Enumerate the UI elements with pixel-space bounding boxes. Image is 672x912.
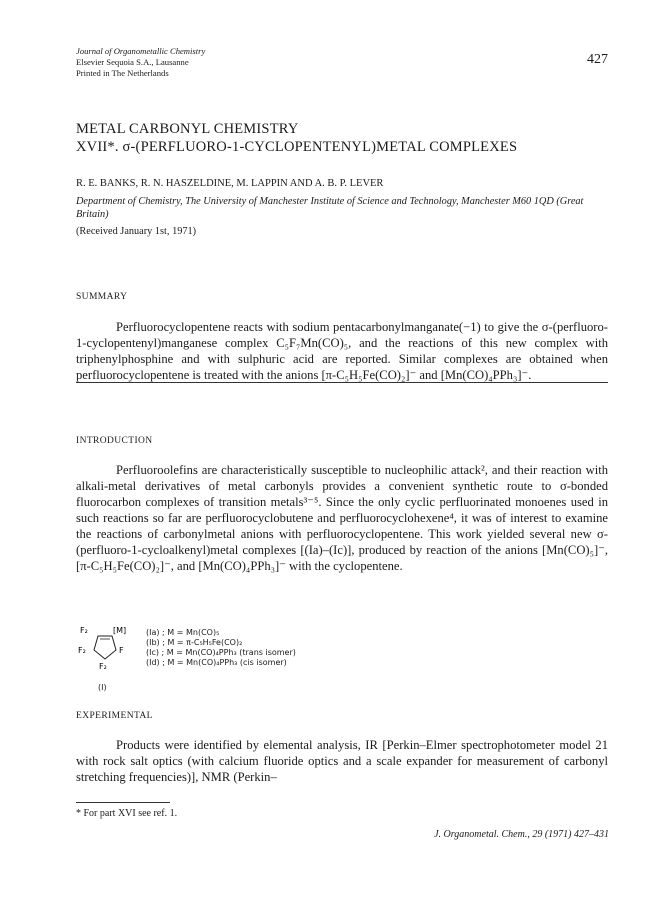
summary-text: Perfluorocyclopentene reacts with sodium pentacarbonylmanganate(−1) to give the σ-(perfluoro-1-cyclopentenyl)manganese complex C₅F₇Mn(CO)₅, and the reactions of this new complex with triphenylphosphine and with sulphuric acid are reported. Similar complexes are obtained when perfluorocyclopentene is treated with the anions [π-C₅H₅Fe(CO)₂]⁻ and [Mn(CO)₄PPh₃]⁻. bbox=[76, 320, 608, 382]
compound-list bbox=[146, 628, 296, 668]
publisher: Elsevier Sequoia S.A., Lausanne bbox=[76, 57, 189, 67]
title-line-1: METAL CARBONYL CHEMISTRY bbox=[76, 121, 299, 137]
compound-ia: (Ia) ; M = Mn(CO)₅ bbox=[146, 628, 220, 637]
title-line-2: XVII*. σ-(PERFLUORO-1-CYCLOPENTENYL)METAL COMPLEXES bbox=[76, 139, 518, 155]
introduction-text: Perfluoroolefins are characteristically susceptible to nucleophilic attack², and their reaction with alkali-metal derivatives of metal carbonyls provides a convenient synthetic route to σ-bonded fluorocarbon complexes of transition metals³⁻⁵. Since the only cyclic perfluorinated monoenes used in such reactions so far are perfluorocyclobutene and perfluorocyclohexene⁴, it was of interest to examine the reactions of carbonylmetal anions with perfluorocyclopentene. This work yielded several new σ-(perfluoro-1-cycloalkenyl)metal complexes [(Ia)–(Ic)], produced by reaction of the anions [Mn(CO)₅]⁻, [π-C₅H₅Fe(CO)₂]⁻, and [Mn(CO)₄PPh₃]⁻ with the cyclopentene. bbox=[76, 463, 608, 573]
footnote-rule bbox=[76, 802, 170, 803]
compound-id: (Id) ; M = Mn(CO)₄PPh₃ (cis isomer) bbox=[146, 658, 287, 667]
journal-citation: J. Organometal. Chem., 29 (1971) 427–431 bbox=[434, 829, 609, 840]
footnote: * For part XVI see ref. 1. bbox=[76, 808, 178, 819]
cyclopentene-structure bbox=[78, 622, 136, 670]
label-f2-bottom: F₂ bbox=[99, 662, 107, 670]
printed-in: Printed in The Netherlands bbox=[76, 68, 169, 78]
label-f2-left: F₂ bbox=[78, 646, 86, 655]
authors: R. E. BANKS, R. N. HASZELDINE, M. LAPPIN AND A. B. P. LEVER bbox=[76, 178, 384, 189]
compound-ic: (Ic) ; M = Mn(CO)₄PPh₃ (trans isomer) bbox=[146, 648, 296, 657]
label-f2-top: F₂ bbox=[80, 626, 88, 635]
summary-heading: SUMMARY bbox=[76, 292, 128, 302]
section-divider bbox=[76, 382, 608, 383]
compound-ib: (Ib) ; M = π-C₅H₅Fe(CO)₂ bbox=[146, 638, 243, 647]
article-title bbox=[76, 120, 517, 156]
affiliation: Department of Chemistry, The University of Manchester Institute of Science and Technology, Manchester M60 1QD (Great Britain) bbox=[76, 196, 584, 220]
experimental-heading: EXPERIMENTAL bbox=[76, 711, 153, 721]
journal-header bbox=[76, 46, 205, 79]
journal-name: Journal of Organometallic Chemistry bbox=[76, 46, 206, 56]
page-number: 427 bbox=[587, 52, 608, 67]
experimental-text: Products were identified by elemental analysis, IR [Perkin–Elmer spectrophotometer model 21 with rock salt optics (with calcium fluoride optics and a scale expander for measurement of carbonyl stretching frequencies)], NMR (Perkin– bbox=[76, 738, 608, 784]
structure-label: (I) bbox=[98, 683, 107, 692]
ring bbox=[94, 636, 116, 659]
label-f: F bbox=[119, 646, 124, 655]
received-date: (Received January 1st, 1971) bbox=[76, 226, 197, 237]
introduction-heading: INTRODUCTION bbox=[76, 436, 153, 446]
label-m: [M] bbox=[113, 626, 127, 635]
